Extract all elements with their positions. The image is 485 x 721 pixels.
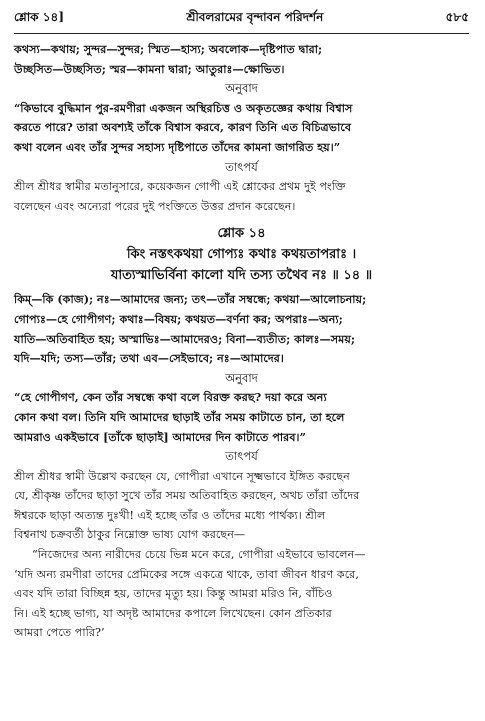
synonym-line: গোপ্যঃ—হে গোপীগণ; কথাঃ—বিষয়; কথয়ত—বর্ণনা কর; অপরাঃ—অন্য; (14, 311, 343, 326)
page-body (14, 40, 469, 643)
quote-line: নি। এই হচ্ছে ভাগ্য, যা অদৃষ্ট আমাদের কপালে লিখেছেন। কোন প্রতিকার (14, 606, 332, 620)
translation-previous (14, 99, 469, 158)
synonym-line: কথস্য—কথায়; সুন্দর—সুন্দর; স্মিত—হাস্য; অবলোক—দৃষ্টিপাত দ্বারা; (14, 42, 323, 56)
synonym-line: যদি—যদি; তস্য—তাঁর; তথা এব—সেইভাবে; নঃ—আমাদের। (14, 351, 284, 366)
translation-line: করতে পারে? তারা অবশ্যই তাঁকে বিশ্বাস করবে, কারণ তিনি এত বিচিত্রভাবে (14, 120, 352, 135)
synonym-line: উচ্ছসিত—উচ্ছসিত; স্মর—কামনা দ্বারা; আতুরাঃ—ক্ষোভিত। (14, 61, 285, 76)
running-header (14, 8, 469, 30)
translation-label: অনুবাদ (225, 81, 258, 96)
translation-line: কোন কথা বল। তিনি যদি আমাদের ছাড়াই তাঁর সময় কাটাতে চান, তা হলে (14, 409, 345, 424)
translation-line: আমরাও একইভাবে [তাঁকে ছাড়াই] আমাদের দিন কাটাতে পারব।” (14, 429, 306, 444)
purport-line: শ্রীল শ্রীধর স্বামী উল্লেখ করছেন যে, গোপীরা এখানে সূক্ষ্মভাবে ইঙ্গিত করছেন (14, 469, 350, 483)
header-chapter-title: শ্রীবলরামের বৃন্দাবন পরিদর্শন (186, 10, 324, 24)
verse-line: যাত্যস্মাভির্বিনা কালো যদি তস্য তথৈব নঃ ॥ ১৪ ॥ (110, 268, 373, 284)
translation-line: “কিভাবে বুদ্ধিমান পুর-রমণীরা একজন অস্থিরচিত্ত ও অকৃতজ্ঞের কথায় বিশ্বাস (14, 100, 353, 115)
purport-line: শ্রীল শ্রীধর স্বামীর মতানুসারে, কয়েকজন গোপী এই শ্লোকের প্রথম দুই পংক্তি (14, 180, 346, 194)
synonym-line: যাতি—অতিবাহিত হয়; অস্মাভিঃ—আমাদেরও; বিনা—ব্যতীত; কালঃ—সময়; (14, 331, 356, 346)
quoted-commentary (14, 545, 469, 643)
purport-line: ঈশ্বরকে ছাড়া অত্যন্ত দুঃখী! এই হচ্ছে তাঁর ও তাঁদের মধ্যে পার্থক্য। শ্রীল (14, 508, 326, 522)
quote-line: “নিজেদের অন্য নারীদের চেয়ে ভিন্ন মনে করে, গোপীরা এইভাবে ভাবলেন— (32, 548, 366, 562)
translation-line: কথা বলেন এবং তাঁর সুন্দর সহাস্য দৃষ্টিপাতে তাঁদের কামনা জাগরিত হয়।” (14, 139, 341, 154)
purport-line: যে, শ্রীকৃষ্ণ তাঁদের ছাড়া সুখে তাঁর সময় অতিবাহিত করছেন, অথচ তাঁরা তাঁদের (14, 489, 360, 503)
purport-verse (14, 467, 469, 545)
verse-heading: শ্লোক ১৪ (217, 226, 266, 242)
synonyms-verse (14, 290, 469, 368)
verse-line: কিং নস্তৎকথয়া গোপ্যঃ কথাঃ কথয়তাপরাঃ । (126, 247, 357, 263)
purport-line: বলেছেন এবং অন্যেরা পরের দুই পংক্তিতে উত্তর প্রদান করেছেন। (14, 199, 296, 213)
purport-previous (14, 177, 469, 216)
header-page-number: ৫৮৫ (445, 10, 469, 24)
purport-line: বিশ্বনাথ চক্রবর্তী ঠাকুর নিম্নোক্ত ভাষ্য যোগ করছেন— (14, 528, 246, 542)
quote-line: আমরা পেতে পারি?’ (14, 626, 105, 640)
purport-label: তাৎপর্য (225, 449, 258, 464)
header-verse-ref: শ্লোক ১৪] (14, 10, 65, 24)
synonym-line: কিম্—কি (কাজ); নঃ—আমাদের জন্য; তৎ—তাঁর সম্বন্ধে; কথয়া—আলোচনায়; (14, 292, 367, 307)
quote-line: এবং যদি তারা বিচ্ছিন্ন হয়, তাদের মৃত্যু হয়। কিন্তু আমরা মরিও নি, বাঁচিও (14, 587, 333, 601)
synonyms-previous (14, 40, 469, 79)
sanskrit-verse (14, 244, 469, 286)
quote-line: ‘যদি অন্য রমণীরা তাদের প্রেমিকের সঙ্গে একত্রে থাকে, তাবা জীবন ধারণ করে, (14, 567, 359, 581)
translation-line: “হে গোপীগণ, কেন তাঁর সম্বন্ধে কথা বলে বিরক্ত করছ? দয়া করে অন্য (14, 390, 327, 405)
translation-label: অনুবাদ (225, 370, 258, 385)
translation-verse (14, 388, 469, 447)
header-rule (14, 33, 469, 34)
purport-label: তাৎপর্য (225, 159, 258, 174)
